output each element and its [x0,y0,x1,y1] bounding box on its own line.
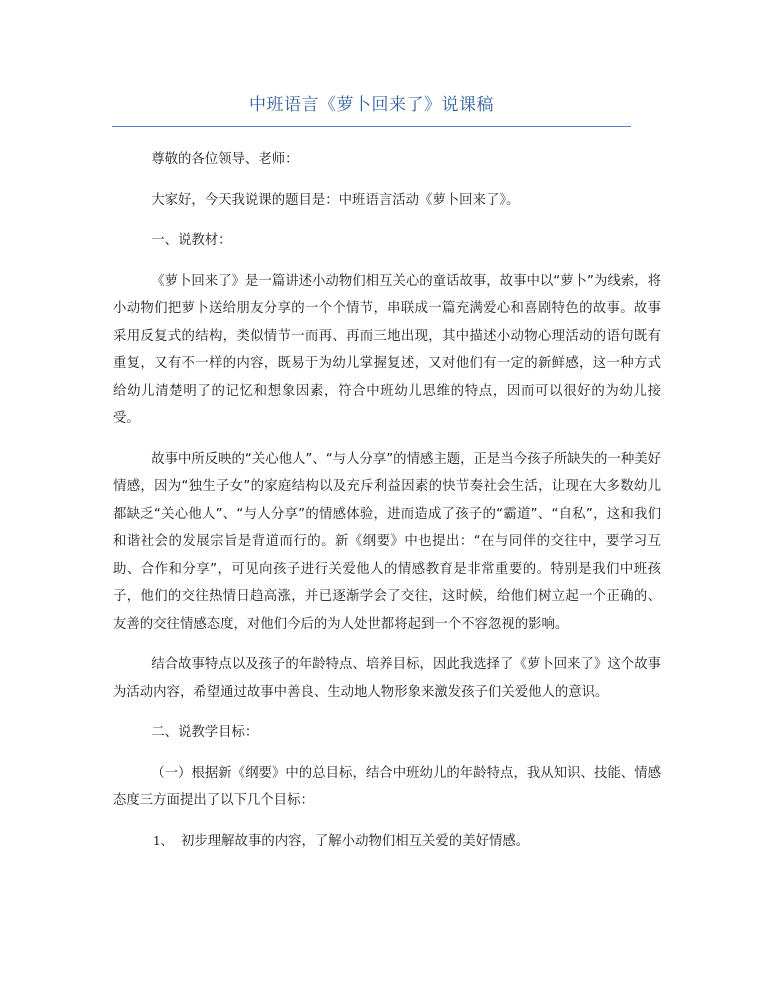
body-paragraph: 故事中所反映的“关心他人”、“与人分享”的情感主题，正是当今孩子所缺失的一种美好情感，因为“独生子女”的家庭结构以及充斥利益因素的快节奏社会生活，让现在大多数幼儿都缺乏“关心他人”、“与人分享”的情感体验，进而造成了孩子的“霸道”、“自私”，这和我们和谐社会的发展宗旨是背道而行的。新《纲要》中也提出：“在与同伴的交往中，要学习互助、合作和分享”，可见向孩子进行关爱他人的情感教育是非常重要的。特别是我们中班孩子，他们的交往热情日趋高涨，并已逐渐学会了交往，这时候，给他们树立起一个正确的、友善的交往情感态度，对他们今后的为人处世都将起到一个不容忽视的影响。 [113,451,661,632]
list-item [113,828,661,856]
body-paragraph: （一）根据新《纲要》中的总目标，结合中班幼儿的年龄特点，我从知识、技能、情感态度三方面提出了以下几个目标： [113,765,661,808]
body-paragraph: 《萝卜回来了》是一篇讲述小动物们相互关心的童话故事，故事中以“萝卜”为线索，将小动物们把萝卜送给朋友分享的一个个情节，串联成一篇充满爱心和喜剧特色的故事。故事采用反复式的结构，类似情节一而再、再而三地出现，其中描述小动物心理活动的语句既有重复，又有不一样的内容，既易于为幼儿掌握复述，又对他们有一定的新鲜感，这一种方式给幼儿清楚明了的记忆和想象因素，符合中班幼儿思维的特点，因而可以很好的为幼儿接受。 [113,273,661,426]
section-heading-goals: 二、说教学目标： [151,725,259,740]
title-underline [112,126,631,127]
body-paragraph: 结合故事特点以及孩子的年龄特点、培养目标，因此我选择了《萝卜回来了》这个故事为活动内容，希望通过故事中善良、生动地人物形象来激发孩子们关爱他人的意识。 [113,657,661,700]
greeting-paragraph: 尊敬的各位领导、老师： [151,152,299,167]
list-item-number: 1、 [153,833,173,848]
intro-paragraph: 大家好，今天我说课的题目是：中班语言活动《萝卜回来了》。 [151,192,520,208]
list-item-text: 初步理解故事的内容，了解小动物们相互关爱的美好情感。 [181,833,530,849]
document-body [113,146,661,868]
section-heading-materials: 一、说教材： [151,233,232,248]
document-title: 中班语言《萝卜回来了》说课稿 [249,95,494,115]
